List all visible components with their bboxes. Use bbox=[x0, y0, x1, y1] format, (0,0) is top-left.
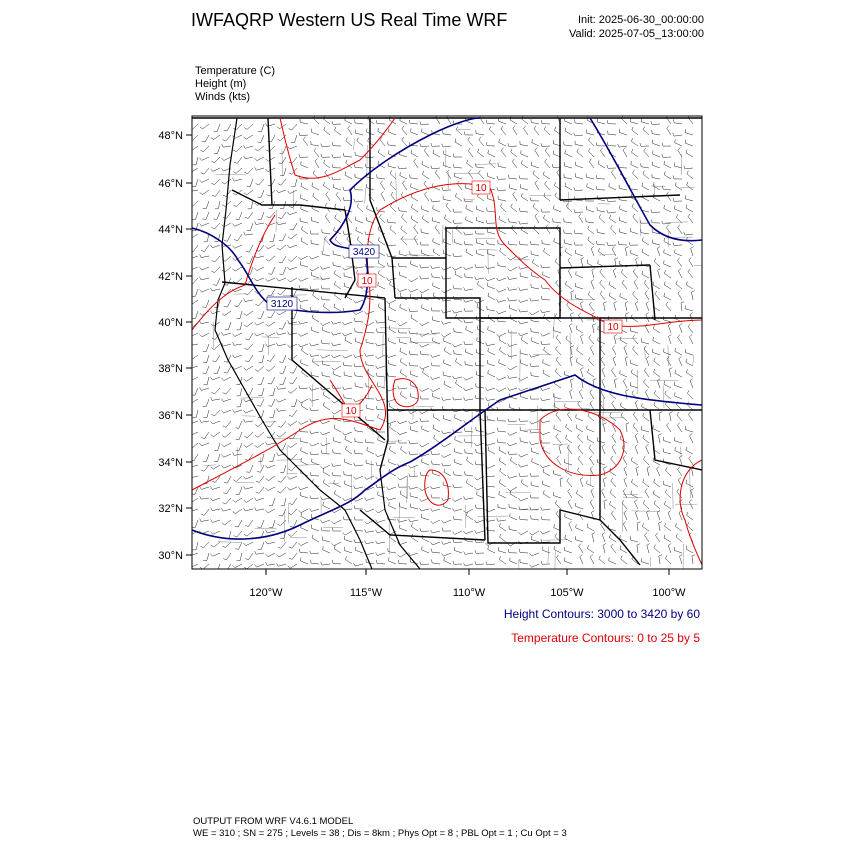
lon-tick-label: 105°W bbox=[550, 587, 584, 599]
lon-tick-label: 110°W bbox=[452, 587, 486, 599]
lat-tick-label: 30°N bbox=[158, 550, 183, 562]
init-time: Init: 2025-06-30_00:00:00 bbox=[578, 14, 704, 26]
lat-tick-label: 46°N bbox=[158, 178, 183, 190]
temp-label-2: 10 bbox=[361, 276, 373, 287]
field-winds: Winds (kts) bbox=[195, 91, 250, 103]
latitude-axis bbox=[158, 130, 192, 562]
valid-time: Valid: 2025-07-05_13:00:00 bbox=[569, 28, 704, 40]
model-info bbox=[193, 816, 567, 840]
model-config: WE = 310 ; SN = 275 ; Levels = 38 ; Dis = 8km ; Phys Opt = 8 ; PBL Opt = 1 ; Cu Opt = 3 bbox=[193, 828, 567, 839]
height-label-3120: 3120 bbox=[270, 299, 294, 310]
temperature-contour-legend: Temperature Contours: 0 to 25 by 5 bbox=[511, 631, 700, 645]
lat-tick-label: 40°N bbox=[158, 317, 183, 329]
lat-tick-label: 44°N bbox=[158, 224, 183, 236]
lat-tick-label: 34°N bbox=[158, 457, 183, 469]
height-contour-legend: Height Contours: 3000 to 3420 by 60 bbox=[503, 607, 700, 621]
lat-tick-label: 36°N bbox=[158, 410, 183, 422]
lon-tick-label: 115°W bbox=[349, 587, 383, 599]
field-height: Height (m) bbox=[195, 78, 247, 90]
lon-tick-label: 100°W bbox=[652, 587, 686, 599]
field-temperature: Temperature (C) bbox=[195, 65, 276, 77]
lat-tick-label: 38°N bbox=[158, 363, 183, 375]
height-label-3420: 3420 bbox=[352, 247, 376, 258]
lat-tick-label: 48°N bbox=[158, 130, 183, 142]
lon-tick-label: 120°W bbox=[249, 587, 283, 599]
temp-label-4: 10 bbox=[345, 406, 357, 417]
lat-tick-label: 32°N bbox=[158, 503, 183, 515]
lat-tick-label: 42°N bbox=[158, 271, 183, 283]
temp-label-1: 10 bbox=[475, 183, 487, 194]
map-title: IWFAQRP Western US Real Time WRF bbox=[191, 10, 508, 30]
temp-label-3: 10 bbox=[607, 322, 619, 333]
longitude-axis bbox=[249, 569, 686, 599]
model-version: OUTPUT FROM WRF V4.6.1 MODEL bbox=[193, 816, 354, 827]
